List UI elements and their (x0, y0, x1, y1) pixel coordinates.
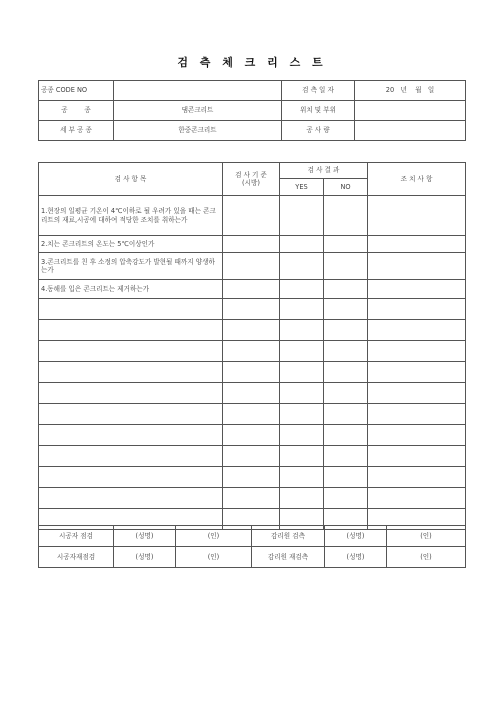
supervisor-reinspection-label: 감리원 재검측 (252, 547, 325, 568)
action-cell[interactable] (368, 253, 466, 280)
sub-work-type-value[interactable]: 한중콘크리트 (114, 121, 282, 141)
yes-cell[interactable] (280, 320, 324, 341)
contractor-inspection-label: 시공자 점검 (39, 526, 114, 547)
yes-cell[interactable] (280, 446, 324, 467)
empty-item-cell[interactable] (39, 341, 223, 362)
seal-field[interactable]: (인) (387, 547, 466, 568)
standard-cell[interactable] (223, 341, 280, 362)
empty-item-cell[interactable] (39, 404, 223, 425)
standard-cell[interactable] (223, 196, 280, 236)
seal-field[interactable]: (인) (176, 547, 252, 568)
yes-cell[interactable] (280, 299, 324, 320)
code-value[interactable] (114, 81, 282, 101)
signature-name-field[interactable]: (성명) (325, 547, 387, 568)
no-cell[interactable] (324, 320, 368, 341)
standard-cell[interactable] (223, 236, 280, 253)
standard-cell[interactable] (223, 446, 280, 467)
standard-cell[interactable] (223, 404, 280, 425)
empty-item-cell[interactable] (39, 320, 223, 341)
seal-field[interactable]: (인) (176, 526, 252, 547)
yes-cell[interactable] (280, 383, 324, 404)
empty-item-cell[interactable] (39, 446, 223, 467)
empty-item-cell[interactable] (39, 362, 223, 383)
no-cell[interactable] (324, 280, 368, 299)
work-type-label: 공 종 (39, 101, 114, 121)
action-cell[interactable] (368, 196, 466, 236)
action-cell[interactable] (368, 236, 466, 253)
standard-cell[interactable] (223, 253, 280, 280)
action-cell[interactable] (368, 404, 466, 425)
quantity-value[interactable] (355, 121, 466, 141)
yes-cell[interactable] (280, 280, 324, 299)
signature-name-field[interactable]: (성명) (114, 526, 176, 547)
signature-name-field[interactable]: (성명) (114, 547, 176, 568)
action-cell[interactable] (368, 280, 466, 299)
standard-cell[interactable] (223, 280, 280, 299)
action-cell[interactable] (368, 446, 466, 467)
contractor-reinspection-label: 시공자재점검 (39, 547, 114, 568)
location-label: 위치 및 부위 (282, 101, 355, 121)
col-header-standard: 검 사 기 준 (시방) (223, 163, 280, 196)
no-cell[interactable] (324, 196, 368, 236)
inspection-date-value[interactable]: 20 년 월 일 (355, 81, 466, 101)
yes-cell[interactable] (280, 253, 324, 280)
no-cell[interactable] (324, 362, 368, 383)
standard-cell[interactable] (223, 299, 280, 320)
no-cell[interactable] (324, 236, 368, 253)
col-header-no: NO (324, 179, 368, 196)
col-header-result: 검 사 결 과 (280, 163, 368, 179)
no-cell[interactable] (324, 446, 368, 467)
empty-item-cell[interactable] (39, 299, 223, 320)
no-cell[interactable] (324, 299, 368, 320)
yes-cell[interactable] (280, 488, 324, 509)
checklist-table (38, 162, 466, 530)
no-cell[interactable] (324, 467, 368, 488)
seal-field[interactable]: (인) (387, 526, 466, 547)
action-cell[interactable] (368, 383, 466, 404)
action-cell[interactable] (368, 362, 466, 383)
empty-item-cell[interactable] (39, 383, 223, 404)
yes-cell[interactable] (280, 196, 324, 236)
no-cell[interactable] (324, 488, 368, 509)
action-cell[interactable] (368, 425, 466, 446)
location-value[interactable] (355, 101, 466, 121)
quantity-label: 공 사 량 (282, 121, 355, 141)
col-header-item: 검 사 항 목 (39, 163, 223, 196)
checklist-item-4: 4.동해를 입은 콘크리트는 제거하는가 (39, 280, 223, 299)
standard-cell[interactable] (223, 425, 280, 446)
action-cell[interactable] (368, 488, 466, 509)
header-info-table (38, 80, 466, 141)
yes-cell[interactable] (280, 341, 324, 362)
no-cell[interactable] (324, 404, 368, 425)
yes-cell[interactable] (280, 404, 324, 425)
yes-cell[interactable] (280, 362, 324, 383)
no-cell[interactable] (324, 253, 368, 280)
action-cell[interactable] (368, 299, 466, 320)
no-cell[interactable] (324, 341, 368, 362)
checklist-item-1: 1.현장의 일평균 기온이 4℃이하로 될 우려가 있을 때는 콘크리트의 재료,시공에 대하여 적당한 조치를 취하는가 (39, 196, 223, 236)
action-cell[interactable] (368, 467, 466, 488)
yes-cell[interactable] (280, 425, 324, 446)
signature-table (38, 525, 466, 568)
document-title: 검 측 체 크 리 스 트 (177, 56, 327, 69)
action-cell[interactable] (368, 341, 466, 362)
col-header-yes: YES (280, 179, 324, 196)
no-cell[interactable] (324, 425, 368, 446)
supervisor-inspection-label: 감리원 검측 (252, 526, 325, 547)
code-label: 공종 CODE NO (39, 81, 114, 101)
no-cell[interactable] (324, 383, 368, 404)
empty-item-cell[interactable] (39, 488, 223, 509)
standard-cell[interactable] (223, 488, 280, 509)
yes-cell[interactable] (280, 236, 324, 253)
empty-item-cell[interactable] (39, 425, 223, 446)
empty-item-cell[interactable] (39, 467, 223, 488)
yes-cell[interactable] (280, 467, 324, 488)
col-header-action: 조 치 사 항 (368, 163, 466, 196)
inspection-date-label: 검 측 일 자 (282, 81, 355, 101)
action-cell[interactable] (368, 320, 466, 341)
standard-cell[interactable] (223, 362, 280, 383)
work-type-value[interactable]: 댐콘크리트 (114, 101, 282, 121)
signature-name-field[interactable]: (성명) (325, 526, 387, 547)
standard-cell[interactable] (223, 320, 280, 341)
standard-cell[interactable] (223, 383, 280, 404)
sub-work-type-label: 세 부 공 종 (39, 121, 114, 141)
checklist-item-3: 3.콘크리트를 친 후 소정의 압축강도가 발현될 때까지 양생하는가 (39, 253, 223, 280)
standard-cell[interactable] (223, 467, 280, 488)
checklist-item-2: 2.치는 콘크리트의 온도는 5℃이상인가 (39, 236, 223, 253)
